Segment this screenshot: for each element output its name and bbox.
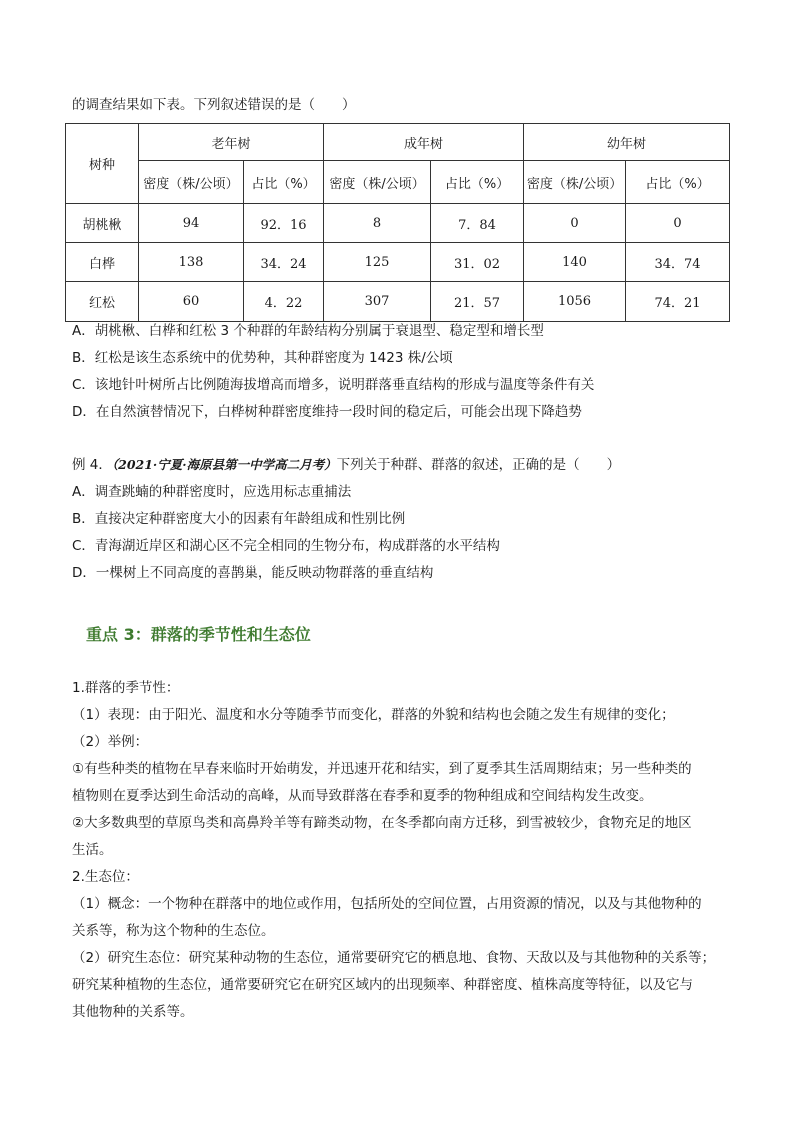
body-line: （1）表现：由于阳光、温度和水分等随季节而变化，群落的外貌和结构也会随之发生有规律的变化；: [72, 707, 675, 723]
table-cell: 94: [139, 204, 244, 243]
species-header: 树种: [66, 124, 139, 204]
table-subheader-row: [66, 161, 730, 204]
table-cell: 140: [524, 243, 626, 282]
subheader-cell: 占比（%）: [244, 161, 324, 204]
body-line: 植物则在夏季达到生命活动的高峰，从而导致群落在春季和夏季的物种组成和空间结构发生改变。: [72, 788, 653, 804]
example4-stem: [72, 455, 620, 475]
example4-label: 例 4．: [72, 457, 112, 473]
table-cell: 60: [139, 282, 244, 322]
subheader-cell: 占比（%）: [431, 161, 524, 204]
group-header-adult: 成年树: [324, 124, 524, 161]
example4-question: 下列关于种群、群落的叙述，正确的是（ ）: [336, 457, 621, 473]
body-line: 2.生态位：: [72, 869, 139, 885]
subheader-cell: 密度（株/公顷）: [139, 161, 244, 204]
table-header-row: [66, 124, 730, 161]
subheader-cell: 占比（%）: [626, 161, 730, 204]
subheader-cell: 密度（株/公顷）: [324, 161, 431, 204]
section-heading: 重点 3：群落的季节性和生态位: [86, 625, 311, 644]
body-line: ②大多数典型的草原鸟类和高鼻羚羊等有蹄类动物，在冬季都向南方迁移，到雪被较少，食物充足的地区: [72, 815, 692, 831]
table-cell: 34．74: [626, 243, 730, 282]
table-row: [66, 243, 730, 282]
table-cell: 307: [324, 282, 431, 322]
table-cell: 92．16: [244, 204, 324, 243]
question-intro: 的调查结果如下表。下列叙述错误的是（ ）: [72, 97, 356, 113]
example4-source: （2021·宁夏·海原县第一中学高二月考）: [111, 457, 337, 472]
table-cell: 31．02: [431, 243, 524, 282]
table-cell: 0: [626, 204, 730, 243]
option-a: A．胡桃楸、白桦和红松 3 个种群的年龄结构分别属于衰退型、稳定型和增长型: [72, 323, 544, 339]
example4-option-d: D．一棵树上不同高度的喜鹊巢，能反映动物群落的垂直结构: [72, 565, 434, 581]
example4-option-c: C．青海湖近岸区和湖心区不完全相同的生物分布，构成群落的水平结构: [72, 538, 500, 554]
table-cell: 21．57: [431, 282, 524, 322]
table-cell: 125: [324, 243, 431, 282]
body-line: 生活。: [72, 842, 113, 858]
example4-option-a: A．调查跳蝻的种群密度时，应选用标志重捕法: [72, 484, 352, 500]
group-header-young: 幼年树: [524, 124, 730, 161]
body-line: ①有些种类的植物在早春来临时开始萌发，并迅速开花和结实，到了夏季其生活周期结束；另一些种类的: [72, 761, 692, 777]
table-cell: 0: [524, 204, 626, 243]
table-row: [66, 282, 730, 322]
option-d: D．在自然演替情况下，白桦树种群密度维持一段时间的稳定后，可能会出现下降趋势: [72, 404, 582, 420]
table-cell: 7．84: [431, 204, 524, 243]
species-cell: 红松: [66, 282, 139, 322]
species-cell: 胡桃楸: [66, 204, 139, 243]
option-b: B．红松是该生态系统中的优势种，其种群密度为 1423 株/公顷: [72, 350, 453, 366]
body-line: 研究某种植物的生态位，通常要研究它在研究区域内的出现频率、种群密度、植株高度等特征，以及它与: [72, 977, 693, 993]
table-cell: 1056: [524, 282, 626, 322]
body-line: 1.群落的季节性：: [72, 680, 180, 696]
group-header-old: 老年树: [139, 124, 324, 161]
body-line: （2）研究生态位：研究某种动物的生态位，通常要研究它的栖息地、食物、天敌以及与其他物种的关系等；: [72, 950, 716, 966]
species-cell: 白桦: [66, 243, 139, 282]
body-line: 其他物种的关系等。: [72, 1004, 194, 1020]
tree-survey-table: [65, 123, 730, 322]
body-line: 关系等，称为这个物种的生态位。: [72, 923, 275, 939]
subheader-cell: 密度（株/公顷）: [524, 161, 626, 204]
body-line: （2）举例：: [72, 734, 149, 750]
table-cell: 34．24: [244, 243, 324, 282]
table-row: [66, 204, 730, 243]
body-line: （1）概念：一个物种在群落中的地位或作用，包括所处的空间位置，占用资源的情况，以及与其他物种的: [72, 896, 702, 912]
table-cell: 4．22: [244, 282, 324, 322]
table-cell: 138: [139, 243, 244, 282]
option-c: C．该地针叶树所占比例随海拔增高而增多，说明群落垂直结构的形成与温度等条件有关: [72, 377, 595, 393]
table-cell: 8: [324, 204, 431, 243]
example4-option-b: B．直接决定种群密度大小的因素有年龄组成和性别比例: [72, 511, 406, 527]
table-cell: 74．21: [626, 282, 730, 322]
